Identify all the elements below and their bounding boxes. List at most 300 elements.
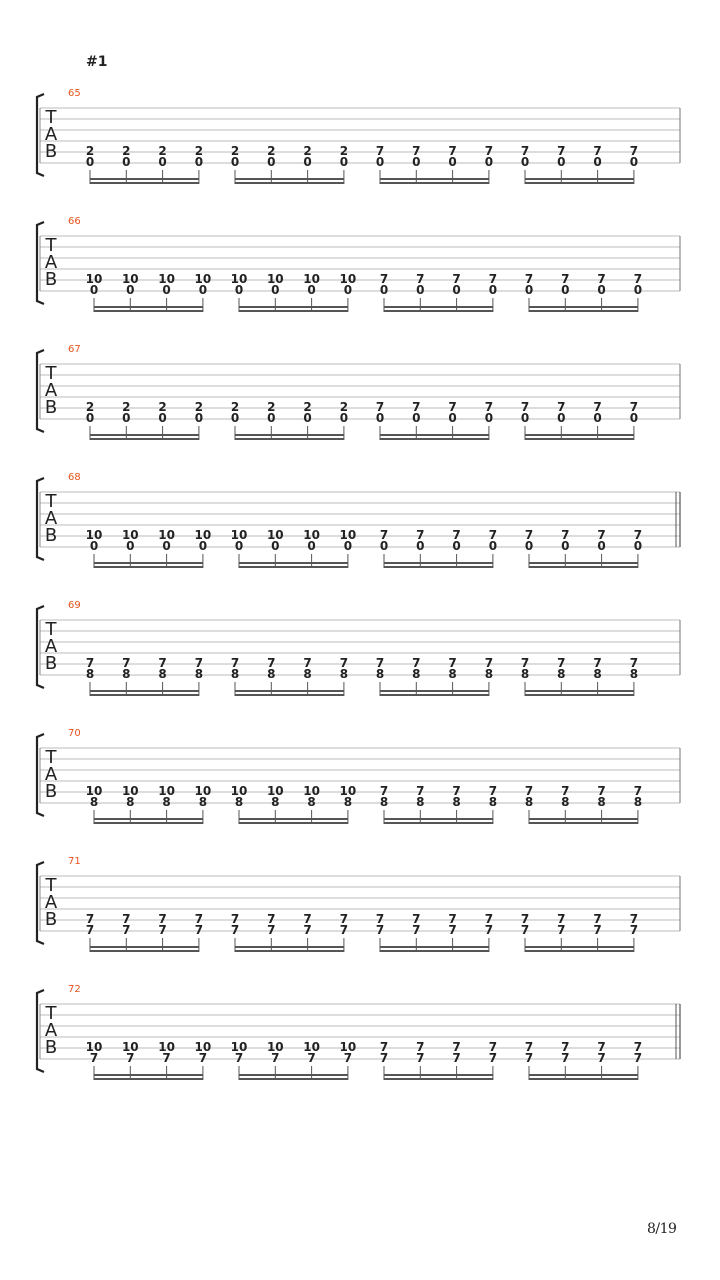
tab-system-svg bbox=[0, 468, 720, 596]
fret-number-lower: 7 bbox=[234, 1051, 244, 1065]
fret-number-lower: 0 bbox=[343, 539, 353, 553]
fret-number-upper: 7 bbox=[379, 528, 389, 542]
fret-number-lower: 0 bbox=[198, 539, 208, 553]
fret-number-upper: 7 bbox=[557, 912, 566, 926]
fret-number-lower: 7 bbox=[307, 1051, 316, 1065]
fret-number-upper: 7 bbox=[416, 784, 425, 798]
fret-number-upper: 10 bbox=[85, 528, 103, 542]
fret-number-upper: 7 bbox=[375, 400, 385, 414]
fret-number-lower: 7 bbox=[488, 1051, 498, 1065]
fret-number-lower: 8 bbox=[448, 667, 457, 681]
fret-number-lower: 8 bbox=[629, 667, 639, 681]
fret-number-lower: 7 bbox=[339, 923, 349, 937]
measure-number: 68 bbox=[68, 472, 81, 483]
fret-number-lower: 0 bbox=[379, 283, 389, 297]
fret-number-lower: 7 bbox=[448, 923, 457, 937]
fret-number-lower: 0 bbox=[452, 283, 461, 297]
fret-number-upper: 7 bbox=[375, 912, 385, 926]
fret-number-upper: 7 bbox=[416, 1040, 425, 1054]
fret-number-upper: 7 bbox=[520, 144, 530, 158]
fret-number-upper: 10 bbox=[85, 1040, 103, 1054]
fret-number-upper: 7 bbox=[597, 272, 606, 286]
fret-number-lower: 0 bbox=[412, 155, 421, 169]
fret-number-lower: 7 bbox=[158, 923, 167, 937]
fret-number-upper: 7 bbox=[375, 656, 385, 670]
fret-number-upper: 7 bbox=[524, 1040, 534, 1054]
fret-number-lower: 7 bbox=[85, 923, 95, 937]
fret-number-upper: 7 bbox=[194, 656, 204, 670]
fret-number-upper: 7 bbox=[629, 400, 639, 414]
fret-number-upper: 7 bbox=[629, 912, 639, 926]
fret-number-upper: 7 bbox=[194, 912, 204, 926]
measure-number: 71 bbox=[68, 856, 81, 867]
fret-number-upper: 10 bbox=[303, 784, 320, 798]
fret-number-lower: 8 bbox=[85, 667, 95, 681]
fret-number-upper: 10 bbox=[121, 272, 139, 286]
fret-number-lower: 0 bbox=[412, 411, 421, 425]
fret-number-lower: 0 bbox=[524, 283, 534, 297]
fret-number-lower: 8 bbox=[339, 667, 349, 681]
fret-number-upper: 7 bbox=[633, 784, 643, 798]
fret-number-lower: 8 bbox=[557, 667, 566, 681]
fret-number-lower: 8 bbox=[524, 795, 534, 809]
fret-number-lower: 0 bbox=[484, 411, 494, 425]
fret-number-upper: 7 bbox=[122, 912, 131, 926]
tab-clef-letter: B bbox=[44, 269, 58, 290]
fret-number-upper: 7 bbox=[488, 272, 498, 286]
fret-number-lower: 7 bbox=[303, 923, 312, 937]
tab-system bbox=[0, 468, 720, 596]
fret-number-lower: 0 bbox=[267, 411, 276, 425]
fret-number-lower: 8 bbox=[375, 667, 385, 681]
fret-number-upper: 7 bbox=[412, 912, 421, 926]
fret-number-upper: 7 bbox=[230, 656, 240, 670]
tab-clef-letter: T bbox=[45, 1003, 57, 1024]
fret-number-lower: 0 bbox=[339, 155, 349, 169]
tab-clef-letter: A bbox=[44, 252, 58, 273]
fret-number-lower: 8 bbox=[194, 667, 204, 681]
page-number: 8/19 bbox=[647, 1221, 677, 1237]
fret-number-lower: 8 bbox=[561, 795, 570, 809]
fret-number-upper: 7 bbox=[416, 272, 425, 286]
fret-number-lower: 7 bbox=[230, 923, 240, 937]
fret-number-upper: 7 bbox=[520, 400, 530, 414]
tab-system-svg bbox=[0, 980, 720, 1108]
fret-number-upper: 7 bbox=[520, 656, 530, 670]
fret-number-upper: 7 bbox=[230, 912, 240, 926]
fret-number-lower: 0 bbox=[484, 155, 494, 169]
fret-number-upper: 7 bbox=[448, 400, 457, 414]
fret-number-upper: 10 bbox=[339, 1040, 357, 1054]
measure-number: 65 bbox=[68, 88, 81, 99]
fret-number-upper: 10 bbox=[230, 1040, 248, 1054]
fret-number-upper: 7 bbox=[557, 144, 566, 158]
fret-number-lower: 8 bbox=[593, 667, 602, 681]
fret-number-lower: 0 bbox=[633, 539, 643, 553]
fret-number-upper: 10 bbox=[303, 1040, 320, 1054]
fret-number-upper: 10 bbox=[230, 784, 248, 798]
fret-number-lower: 0 bbox=[85, 155, 95, 169]
fret-number-upper: 7 bbox=[633, 1040, 643, 1054]
tab-clef-letter: A bbox=[44, 508, 58, 529]
fret-number-upper: 10 bbox=[303, 272, 320, 286]
fret-number-lower: 0 bbox=[633, 283, 643, 297]
fret-number-lower: 0 bbox=[194, 155, 204, 169]
fret-number-upper: 7 bbox=[629, 656, 639, 670]
tab-clef-letter: T bbox=[45, 875, 57, 896]
track-label: #1 bbox=[86, 54, 108, 70]
fret-number-upper: 7 bbox=[379, 1040, 389, 1054]
tab-system bbox=[0, 340, 720, 468]
fret-number-upper: 10 bbox=[194, 1040, 212, 1054]
fret-number-upper: 7 bbox=[488, 528, 498, 542]
fret-number-upper: 7 bbox=[593, 912, 602, 926]
fret-number-upper: 10 bbox=[158, 272, 175, 286]
fret-number-lower: 7 bbox=[593, 923, 602, 937]
fret-number-lower: 0 bbox=[452, 539, 461, 553]
fret-number-upper: 7 bbox=[557, 400, 566, 414]
fret-number-upper: 7 bbox=[561, 1040, 570, 1054]
fret-number-upper: 10 bbox=[339, 272, 357, 286]
fret-number-upper: 10 bbox=[158, 1040, 175, 1054]
fret-number-lower: 7 bbox=[194, 923, 204, 937]
tab-system-svg bbox=[0, 596, 720, 724]
fret-number-upper: 2 bbox=[339, 400, 349, 414]
fret-number-upper: 10 bbox=[158, 784, 175, 798]
tab-clef-letter: T bbox=[45, 747, 57, 768]
fret-number-upper: 7 bbox=[561, 272, 570, 286]
fret-number-lower: 8 bbox=[303, 667, 312, 681]
fret-number-lower: 0 bbox=[629, 411, 639, 425]
fret-number-lower: 8 bbox=[198, 795, 208, 809]
fret-number-upper: 10 bbox=[121, 528, 139, 542]
fret-number-upper: 10 bbox=[85, 272, 103, 286]
fret-number-lower: 0 bbox=[267, 155, 276, 169]
fret-number-lower: 7 bbox=[162, 1051, 171, 1065]
fret-number-lower: 0 bbox=[194, 411, 204, 425]
fret-number-lower: 7 bbox=[89, 1051, 99, 1065]
fret-number-lower: 0 bbox=[416, 539, 425, 553]
fret-number-upper: 7 bbox=[561, 784, 570, 798]
fret-number-upper: 10 bbox=[158, 528, 175, 542]
fret-number-lower: 7 bbox=[629, 923, 639, 937]
fret-number-lower: 0 bbox=[198, 283, 208, 297]
tab-clef-letter: A bbox=[44, 764, 58, 785]
fret-number-upper: 10 bbox=[194, 784, 212, 798]
fret-number-upper: 7 bbox=[303, 912, 312, 926]
fret-number-upper: 7 bbox=[629, 144, 639, 158]
fret-number-lower: 8 bbox=[633, 795, 643, 809]
fret-number-lower: 0 bbox=[375, 411, 385, 425]
fret-number-upper: 7 bbox=[452, 1040, 461, 1054]
fret-number-lower: 0 bbox=[126, 539, 135, 553]
fret-number-lower: 0 bbox=[375, 155, 385, 169]
fret-number-lower: 7 bbox=[267, 923, 276, 937]
fret-number-upper: 7 bbox=[488, 784, 498, 798]
tab-clef-letter: T bbox=[45, 619, 57, 640]
fret-number-upper: 10 bbox=[303, 528, 320, 542]
fret-number-lower: 8 bbox=[271, 795, 280, 809]
measure-number: 69 bbox=[68, 600, 81, 611]
fret-number-upper: 2 bbox=[230, 144, 240, 158]
fret-number-upper: 7 bbox=[593, 656, 602, 670]
tab-clef-letter: B bbox=[44, 397, 58, 418]
fret-number-lower: 0 bbox=[303, 155, 312, 169]
fret-number-lower: 8 bbox=[230, 667, 240, 681]
fret-number-lower: 7 bbox=[524, 1051, 534, 1065]
tab-system bbox=[0, 596, 720, 724]
tab-clef-letter: A bbox=[44, 892, 58, 913]
fret-number-upper: 7 bbox=[593, 400, 602, 414]
fret-number-lower: 7 bbox=[416, 1051, 425, 1065]
fret-number-lower: 0 bbox=[234, 283, 244, 297]
fret-number-lower: 0 bbox=[629, 155, 639, 169]
fret-number-upper: 10 bbox=[121, 784, 139, 798]
fret-number-upper: 7 bbox=[452, 784, 461, 798]
fret-number-upper: 7 bbox=[412, 656, 421, 670]
fret-number-lower: 7 bbox=[412, 923, 421, 937]
fret-number-lower: 0 bbox=[162, 539, 171, 553]
fret-number-upper: 7 bbox=[633, 528, 643, 542]
fret-number-lower: 8 bbox=[484, 667, 494, 681]
fret-number-upper: 7 bbox=[85, 656, 95, 670]
fret-number-upper: 7 bbox=[633, 272, 643, 286]
fret-number-lower: 8 bbox=[267, 667, 276, 681]
tab-clef-letter: A bbox=[44, 1020, 58, 1041]
measure-number: 67 bbox=[68, 344, 81, 355]
fret-number-lower: 7 bbox=[379, 1051, 389, 1065]
tab-system bbox=[0, 212, 720, 340]
fret-number-lower: 0 bbox=[416, 283, 425, 297]
fret-number-upper: 10 bbox=[266, 528, 284, 542]
tab-clef-letter: T bbox=[45, 107, 57, 128]
tab-clef-letter: B bbox=[44, 525, 58, 546]
fret-number-lower: 8 bbox=[416, 795, 425, 809]
fret-number-lower: 7 bbox=[484, 923, 494, 937]
fret-number-upper: 2 bbox=[303, 400, 312, 414]
fret-number-lower: 7 bbox=[557, 923, 566, 937]
fret-number-upper: 10 bbox=[230, 272, 248, 286]
fret-number-lower: 0 bbox=[520, 411, 530, 425]
fret-number-upper: 7 bbox=[524, 784, 534, 798]
fret-number-upper: 7 bbox=[593, 144, 602, 158]
fret-number-lower: 8 bbox=[126, 795, 135, 809]
fret-number-lower: 0 bbox=[234, 539, 244, 553]
fret-number-lower: 8 bbox=[343, 795, 353, 809]
tab-system bbox=[0, 84, 720, 212]
fret-number-upper: 7 bbox=[303, 656, 312, 670]
fret-number-upper: 7 bbox=[452, 272, 461, 286]
fret-number-lower: 0 bbox=[162, 283, 171, 297]
fret-number-upper: 7 bbox=[597, 1040, 606, 1054]
fret-number-upper: 2 bbox=[267, 144, 276, 158]
fret-number-upper: 2 bbox=[122, 400, 131, 414]
measure-number: 72 bbox=[68, 984, 81, 995]
tab-system bbox=[0, 852, 720, 980]
fret-number-upper: 7 bbox=[412, 144, 421, 158]
fret-number-lower: 0 bbox=[561, 539, 570, 553]
fret-number-lower: 0 bbox=[597, 283, 606, 297]
fret-number-upper: 7 bbox=[484, 144, 494, 158]
tab-clef-letter: B bbox=[44, 653, 58, 674]
fret-number-upper: 10 bbox=[266, 1040, 284, 1054]
fret-number-upper: 10 bbox=[266, 784, 284, 798]
fret-number-lower: 0 bbox=[597, 539, 606, 553]
fret-number-upper: 2 bbox=[194, 400, 204, 414]
fret-number-upper: 10 bbox=[266, 272, 284, 286]
fret-number-lower: 8 bbox=[452, 795, 461, 809]
fret-number-lower: 0 bbox=[448, 155, 457, 169]
fret-number-lower: 0 bbox=[122, 155, 131, 169]
fret-number-upper: 2 bbox=[339, 144, 349, 158]
fret-number-lower: 7 bbox=[198, 1051, 208, 1065]
fret-number-lower: 0 bbox=[307, 283, 316, 297]
fret-number-lower: 0 bbox=[593, 155, 602, 169]
tab-system-svg bbox=[0, 212, 720, 340]
fret-number-lower: 8 bbox=[379, 795, 389, 809]
tab-system bbox=[0, 980, 720, 1108]
tab-clef-letter: T bbox=[45, 235, 57, 256]
fret-number-upper: 7 bbox=[557, 656, 566, 670]
fret-number-lower: 0 bbox=[271, 283, 280, 297]
fret-number-lower: 7 bbox=[126, 1051, 135, 1065]
fret-number-lower: 0 bbox=[158, 155, 167, 169]
fret-number-lower: 7 bbox=[343, 1051, 353, 1065]
fret-number-lower: 7 bbox=[597, 1051, 606, 1065]
fret-number-lower: 0 bbox=[557, 411, 566, 425]
fret-number-lower: 7 bbox=[122, 923, 131, 937]
fret-number-upper: 7 bbox=[520, 912, 530, 926]
fret-number-upper: 7 bbox=[597, 784, 606, 798]
fret-number-upper: 10 bbox=[194, 272, 212, 286]
fret-number-lower: 0 bbox=[488, 539, 498, 553]
fret-number-lower: 8 bbox=[158, 667, 167, 681]
tab-system bbox=[0, 724, 720, 852]
fret-number-lower: 0 bbox=[379, 539, 389, 553]
fret-number-lower: 8 bbox=[412, 667, 421, 681]
fret-number-upper: 7 bbox=[488, 1040, 498, 1054]
fret-number-lower: 0 bbox=[520, 155, 530, 169]
tab-clef-letter: B bbox=[44, 141, 58, 162]
fret-number-lower: 8 bbox=[597, 795, 606, 809]
fret-number-upper: 7 bbox=[339, 656, 349, 670]
fret-number-upper: 7 bbox=[524, 272, 534, 286]
fret-number-lower: 0 bbox=[557, 155, 566, 169]
tab-clef-letter: A bbox=[44, 380, 58, 401]
fret-number-upper: 7 bbox=[597, 528, 606, 542]
fret-number-upper: 7 bbox=[379, 272, 389, 286]
fret-number-upper: 7 bbox=[85, 912, 95, 926]
fret-number-lower: 0 bbox=[488, 283, 498, 297]
fret-number-lower: 8 bbox=[89, 795, 99, 809]
fret-number-lower: 0 bbox=[593, 411, 602, 425]
fret-number-lower: 0 bbox=[158, 411, 167, 425]
fret-number-lower: 7 bbox=[271, 1051, 280, 1065]
tab-system-svg bbox=[0, 724, 720, 852]
fret-number-upper: 7 bbox=[484, 656, 494, 670]
fret-number-lower: 0 bbox=[89, 283, 99, 297]
tab-clef-letter: B bbox=[44, 781, 58, 802]
fret-number-upper: 2 bbox=[85, 144, 95, 158]
fret-number-upper: 10 bbox=[121, 1040, 139, 1054]
fret-number-lower: 0 bbox=[303, 411, 312, 425]
fret-number-upper: 7 bbox=[267, 656, 276, 670]
fret-number-upper: 2 bbox=[122, 144, 131, 158]
tab-clef-letter: T bbox=[45, 363, 57, 384]
fret-number-upper: 7 bbox=[561, 528, 570, 542]
fret-number-lower: 8 bbox=[122, 667, 131, 681]
fret-number-upper: 7 bbox=[448, 912, 457, 926]
fret-number-lower: 0 bbox=[89, 539, 99, 553]
fret-number-lower: 7 bbox=[561, 1051, 570, 1065]
fret-number-upper: 2 bbox=[85, 400, 95, 414]
fret-number-upper: 2 bbox=[303, 144, 312, 158]
fret-number-upper: 7 bbox=[524, 528, 534, 542]
fret-number-upper: 7 bbox=[375, 144, 385, 158]
fret-number-upper: 7 bbox=[416, 528, 425, 542]
measure-number: 66 bbox=[68, 216, 81, 227]
fret-number-upper: 10 bbox=[194, 528, 212, 542]
fret-number-lower: 0 bbox=[524, 539, 534, 553]
fret-number-upper: 2 bbox=[158, 400, 167, 414]
measure-number: 70 bbox=[68, 728, 81, 739]
fret-number-lower: 0 bbox=[126, 283, 135, 297]
fret-number-lower: 0 bbox=[122, 411, 131, 425]
fret-number-lower: 0 bbox=[343, 283, 353, 297]
fret-number-lower: 7 bbox=[452, 1051, 461, 1065]
fret-number-lower: 0 bbox=[561, 283, 570, 297]
fret-number-upper: 10 bbox=[230, 528, 248, 542]
tab-system-svg bbox=[0, 852, 720, 980]
fret-number-lower: 0 bbox=[271, 539, 280, 553]
fret-number-lower: 8 bbox=[234, 795, 244, 809]
fret-number-upper: 2 bbox=[194, 144, 204, 158]
fret-number-upper: 7 bbox=[412, 400, 421, 414]
fret-number-upper: 7 bbox=[452, 528, 461, 542]
tab-system-svg bbox=[0, 340, 720, 468]
fret-number-upper: 2 bbox=[267, 400, 276, 414]
tab-clef-letter: T bbox=[45, 491, 57, 512]
fret-number-upper: 7 bbox=[448, 656, 457, 670]
fret-number-upper: 7 bbox=[122, 656, 131, 670]
fret-number-upper: 10 bbox=[339, 528, 357, 542]
fret-number-lower: 7 bbox=[633, 1051, 643, 1065]
fret-number-upper: 10 bbox=[85, 784, 103, 798]
fret-number-lower: 0 bbox=[85, 411, 95, 425]
fret-number-lower: 0 bbox=[307, 539, 316, 553]
fret-number-upper: 7 bbox=[484, 912, 494, 926]
tab-clef-letter: B bbox=[44, 1037, 58, 1058]
fret-number-upper: 2 bbox=[230, 400, 240, 414]
fret-number-upper: 10 bbox=[339, 784, 357, 798]
fret-number-lower: 8 bbox=[520, 667, 530, 681]
fret-number-upper: 7 bbox=[158, 656, 167, 670]
tab-clef-letter: B bbox=[44, 909, 58, 930]
fret-number-upper: 7 bbox=[448, 144, 457, 158]
fret-number-lower: 0 bbox=[230, 411, 240, 425]
fret-number-lower: 0 bbox=[339, 411, 349, 425]
fret-number-upper: 7 bbox=[484, 400, 494, 414]
fret-number-lower: 8 bbox=[307, 795, 316, 809]
fret-number-upper: 2 bbox=[158, 144, 167, 158]
fret-number-lower: 7 bbox=[520, 923, 530, 937]
fret-number-upper: 7 bbox=[267, 912, 276, 926]
tab-clef-letter: A bbox=[44, 636, 58, 657]
fret-number-upper: 7 bbox=[339, 912, 349, 926]
fret-number-lower: 8 bbox=[488, 795, 498, 809]
fret-number-lower: 0 bbox=[448, 411, 457, 425]
tab-clef-letter: A bbox=[44, 124, 58, 145]
